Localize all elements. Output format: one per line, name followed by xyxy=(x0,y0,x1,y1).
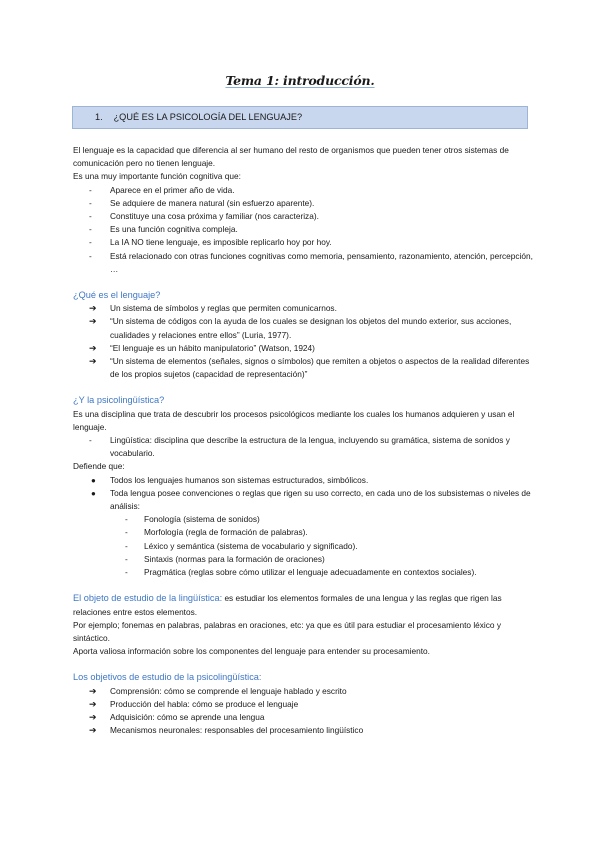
dash-marker: - xyxy=(89,211,92,222)
list-item-text: “Un sistema de códigos con la ayuda de los cuales se designan los objetos del mundo exterior, sus acciones, cualidades y relaciones entre ellos” (Luria, 1977). xyxy=(110,316,512,340)
list-item xyxy=(73,302,535,315)
list-item-text: Mecanismos neuronales: responsables del procesamiento lingüístico xyxy=(110,725,364,736)
dash-marker: - xyxy=(89,250,92,261)
dash-marker: - xyxy=(125,514,128,525)
document-body xyxy=(73,144,535,737)
list-item-text: Fonología (sistema de sonidos) xyxy=(144,514,260,525)
dash-marker: - xyxy=(89,224,92,235)
arrow-icon: ➔ xyxy=(89,725,97,736)
list-item xyxy=(73,315,535,341)
list-item-text: Todos los lenguajes humanos son sistemas estructurados, simbólicos. xyxy=(110,474,369,485)
list-item-text: Morfología (regla de formación de palabras). xyxy=(144,527,308,538)
arrow-icon: ➔ xyxy=(89,685,97,696)
psicolinguistica-paragraph: Es una disciplina que trata de descubrir los procesos psicológicos mediante los cuales los humanos adquieren y usan el lenguaje. xyxy=(73,408,515,432)
list-item xyxy=(73,210,535,223)
dash-marker: - xyxy=(89,237,92,248)
list-item-text: Se adquiere de manera natural (sin esfuerzo aparente). xyxy=(110,197,315,208)
list-item-text: Sintaxis (normas para la formación de oraciones) xyxy=(144,553,325,564)
intro-lead: Es una muy importante función cognitiva que: xyxy=(73,171,241,182)
list-item xyxy=(73,685,535,698)
heading-objetivos: Los objetivos de estudio de la psicolingüística: xyxy=(73,672,262,683)
list-item-text: Comprensión: cómo se comprende el lenguaje hablado y escrito xyxy=(110,685,347,696)
dash-marker: - xyxy=(89,435,92,446)
dash-marker: - xyxy=(89,197,92,208)
list-item xyxy=(73,236,535,249)
document-title: Tema 1: introducción. xyxy=(225,73,375,88)
list-item xyxy=(73,355,535,381)
arrow-icon: ➔ xyxy=(89,711,97,722)
list-item xyxy=(73,711,535,724)
dash-marker: - xyxy=(125,540,128,551)
list-item-text: Es una función cognitiva compleja. xyxy=(110,224,238,235)
list-item-text: Aparece en el primer año de vida. xyxy=(110,184,235,195)
list-item-text: Adquisición: cómo se aprende una lengua xyxy=(110,711,265,722)
list-item xyxy=(73,342,535,355)
heading-objeto-estudio: El objeto de estudio de la lingüística: xyxy=(73,593,223,604)
list-item xyxy=(73,250,535,276)
objetivos-list xyxy=(73,685,535,738)
list-item xyxy=(73,526,535,539)
list-item xyxy=(73,434,535,460)
list-item xyxy=(73,553,535,566)
defiende-lead: Defiende que: xyxy=(73,461,125,472)
bullet-icon: ● xyxy=(91,475,96,485)
list-item-text: Lingüística: disciplina que describe la estructura de la lengua, incluyendo su gramática, sistema de sonidos y vocabulario. xyxy=(110,435,510,459)
list-item xyxy=(73,197,535,210)
dash-marker: - xyxy=(125,553,128,564)
section-banner xyxy=(72,106,528,129)
dash-marker: - xyxy=(125,567,128,578)
list-item-text: Léxico y semántica (sistema de vocabulario y significado). xyxy=(144,540,358,551)
dash-marker: - xyxy=(125,527,128,538)
arrow-icon: ➔ xyxy=(89,303,97,314)
dash-marker: - xyxy=(89,184,92,195)
list-item-text: La IA NO tiene lenguaje, es imposible replicarlo hoy por hoy. xyxy=(110,237,332,248)
intro-list xyxy=(73,184,535,276)
section-number: 1. xyxy=(95,112,103,122)
arrow-icon: ➔ xyxy=(89,356,97,367)
ejemplo-paragraph: Por ejemplo; fonemas en palabras, palabras en oraciones, etc: ya que es útil para estudiar el procesamiento léxico y sintáctico. xyxy=(73,619,501,643)
list-item xyxy=(73,184,535,197)
list-item-text: Producción del habla: cómo se produce el lenguaje xyxy=(110,698,299,709)
intro-paragraph: El lenguaje es la capacidad que diferencia al ser humano del resto de organismos que pueden tener otros sistemas de comunicación pero no tienen lenguaje. xyxy=(73,145,509,169)
list-item-text: Pragmática (reglas sobre cómo utilizar el lenguaje adecuadamente en contextos sociales). xyxy=(144,567,477,578)
subsistemas-list xyxy=(73,513,535,579)
objeto-paragraph xyxy=(73,592,535,618)
aporta-paragraph: Aporta valiosa información sobre los componentes del lenguaje para entender su procesamiento. xyxy=(73,646,430,657)
defiende-list xyxy=(73,474,535,514)
lenguaje-definitions-list xyxy=(73,302,535,381)
bullet-icon: ● xyxy=(91,488,96,498)
list-item xyxy=(73,698,535,711)
list-item-text: Un sistema de símbolos y reglas que permiten comunicarnos. xyxy=(110,303,337,314)
heading-psicolinguistica: ¿Y la psicolingüística? xyxy=(73,395,165,406)
list-item xyxy=(73,474,535,487)
list-item-text: “Un sistema de elementos (señales, signos o símbolos) que remiten a objetos o aspectos de la realidad diferentes de los propios sujetos (capacidad de representación)” xyxy=(110,356,530,380)
list-item-text: “El lenguaje es un hábito manipulatorio” (Watson, 1924) xyxy=(110,342,315,353)
list-item xyxy=(73,540,535,553)
section-heading: ¿QUÉ ES LA PSICOLOGÍA DEL LENGUAJE? xyxy=(113,112,303,122)
arrow-icon: ➔ xyxy=(89,316,97,327)
arrow-icon: ➔ xyxy=(89,698,97,709)
list-item xyxy=(73,487,535,513)
heading-que-es-lenguaje: ¿Qué es el lenguaje? xyxy=(73,290,161,301)
linguistica-list xyxy=(73,434,535,460)
list-item xyxy=(73,566,535,579)
list-item xyxy=(73,223,535,236)
list-item-text: Constituye una cosa próxima y familiar (nos caracteriza). xyxy=(110,211,319,222)
list-item xyxy=(73,724,535,737)
list-item-text: Toda lengua posee convenciones o reglas que rigen su uso correcto, en cada uno de los subsistemas o niveles de análisis: xyxy=(110,487,531,512)
list-item-text: Está relacionado con otras funciones cognitivas como memoria, pensamiento, razonamiento, atención, percepción, … xyxy=(110,250,533,274)
arrow-icon: ➔ xyxy=(89,342,97,353)
list-item xyxy=(73,513,535,526)
objeto-text: es estudiar los elementos formales de una lengua y las reglas que rigen las relaciones entre estos elementos. xyxy=(73,593,502,617)
